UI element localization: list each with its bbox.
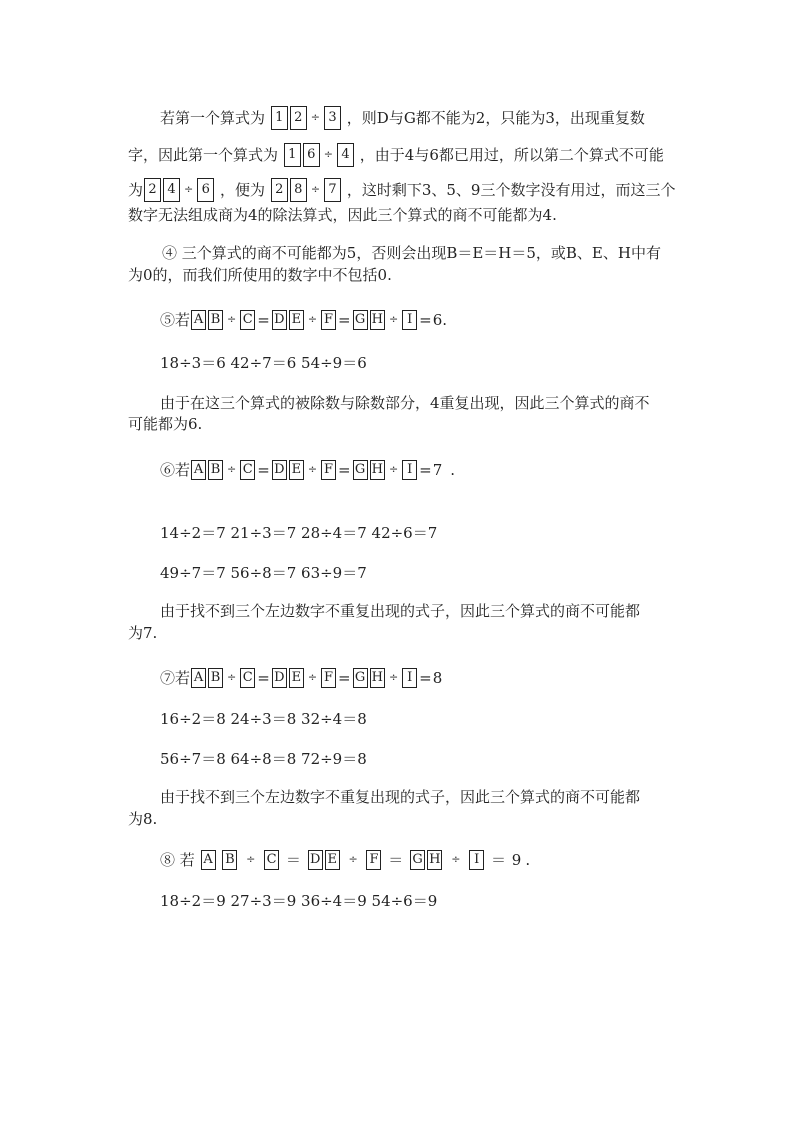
letter-box-f: F — [321, 668, 336, 688]
s5-equation — [160, 308, 447, 331]
equals-sign: ＝ — [490, 851, 506, 869]
letter-box-g: G — [353, 668, 368, 688]
divide-sign: ÷ — [348, 853, 358, 866]
divide-sign: ÷ — [310, 183, 321, 196]
divide-sign: ÷ — [227, 463, 237, 476]
letter-box-e: E — [325, 850, 340, 870]
letter-box-e: E — [289, 310, 304, 330]
s5-examples: 18÷3＝6 42÷7＝6 54÷9＝6 — [160, 354, 367, 372]
letter-box-a: A — [191, 310, 206, 330]
digit-box: 2 — [290, 106, 307, 130]
divide-sign: ÷ — [323, 148, 334, 161]
digit-box: 8 — [290, 178, 307, 202]
p1-line-1 — [160, 106, 645, 130]
letter-box-i: I — [402, 668, 417, 688]
s6-equation — [160, 458, 455, 481]
letter-box-c: C — [240, 668, 255, 688]
equals-sign: = — [338, 311, 351, 329]
equals-sign: = — [338, 461, 351, 479]
s7-examples-1: 16÷2＝8 24÷3＝8 32÷4＝8 — [160, 710, 367, 728]
divide-sign: ÷ — [227, 671, 237, 684]
divide-sign: ÷ — [388, 671, 399, 684]
s7-note-line-1: 由于找不到三个左边数字不重复出现的式子，因此三个算式的商不可能都 — [160, 788, 641, 806]
divide-sign: ÷ — [227, 313, 237, 326]
letter-box-h: H — [370, 668, 385, 688]
letter-box-e: E — [289, 460, 304, 480]
letter-box-b: B — [208, 310, 223, 330]
digit-box: 6 — [303, 143, 320, 167]
p1-line-3-mid: ，便为 — [220, 181, 266, 199]
p1-line-3-pre: 为 — [128, 181, 144, 199]
digit-box: 3 — [324, 106, 341, 130]
equals-sign: = — [257, 461, 270, 479]
p2-line-2: 为0的，而我们所使用的数字中不包括0. — [128, 266, 392, 284]
letter-box-c: C — [264, 850, 279, 870]
divide-sign: ÷ — [388, 463, 399, 476]
p1-line-3 — [128, 178, 675, 202]
digit-box: 6 — [197, 178, 214, 202]
s6-note-line-1: 由于找不到三个左边数字不重复出现的式子，因此三个算式的商不可能都 — [160, 602, 641, 620]
letter-box-i: I — [402, 460, 417, 480]
digit-box: 1 — [284, 143, 301, 167]
s7-examples-2: 56÷7＝8 64÷8＝8 72÷9＝8 — [160, 750, 367, 768]
letter-box-g: G — [353, 310, 368, 330]
s5-result: 6. — [432, 311, 448, 329]
s7-result: 8 — [432, 669, 443, 687]
letter-box-b: B — [208, 460, 223, 480]
digit-box: 2 — [144, 178, 161, 202]
p1-line-1-post: ，则D与G都不能为2，只能为3，出现重复数 — [346, 109, 645, 127]
letter-box-h: H — [370, 310, 385, 330]
letter-box-h: H — [370, 460, 385, 480]
letter-box-a: A — [191, 668, 206, 688]
divide-sign: ÷ — [307, 313, 318, 326]
letter-box-a: A — [201, 850, 216, 870]
letter-box-d: D — [272, 668, 287, 688]
p2-line-1: ④ 三个算式的商不可能都为5，否则会出现B＝E＝H＝5，或B、E、H中有 — [162, 244, 661, 262]
s7-equation — [160, 666, 442, 689]
letter-box-i: I — [469, 850, 484, 870]
digit-box: 7 — [324, 178, 341, 202]
letter-box-e: E — [289, 668, 304, 688]
letter-box-f: F — [366, 850, 381, 870]
letter-box-g: G — [353, 460, 368, 480]
divide-sign: ÷ — [310, 111, 321, 124]
divide-sign: ÷ — [388, 313, 399, 326]
equals-sign: ＝ — [285, 851, 301, 869]
s8-trailing-dot: . — [525, 851, 531, 869]
digit-box: 4 — [337, 143, 354, 167]
divide-sign: ÷ — [451, 853, 461, 866]
letter-box-f: F — [321, 310, 336, 330]
digit-box: 2 — [271, 178, 288, 202]
divide-sign: ÷ — [307, 463, 318, 476]
p1-line-4: 数字无法组成商为4的除法算式，因此三个算式的商不可能都为4. — [128, 206, 557, 224]
s6-prefix: ⑥若 — [160, 461, 191, 479]
equals-sign: = — [419, 669, 432, 687]
s6-result: 7 — [432, 461, 443, 479]
s8-equation — [160, 848, 530, 871]
divide-sign: ÷ — [307, 671, 318, 684]
s6-examples-2: 49÷7＝7 56÷8＝7 63÷9＝7 — [160, 564, 367, 582]
letter-box-c: C — [240, 310, 255, 330]
p1-line-2-post: ，由于4与6都已用过，所以第二个算式不可能 — [359, 146, 664, 164]
letter-box-b: B — [208, 668, 223, 688]
equals-sign: = — [338, 669, 351, 687]
letter-box-c: C — [240, 460, 255, 480]
digit-box: 4 — [163, 178, 180, 202]
letter-box-i: I — [402, 310, 417, 330]
equals-sign: = — [257, 669, 270, 687]
letter-box-b: B — [222, 850, 237, 870]
s7-note-line-2: 为8. — [128, 810, 158, 828]
letter-box-d: D — [272, 460, 287, 480]
p1-line-1-pre: 若第一个算式为 — [160, 109, 266, 127]
divide-sign: ÷ — [246, 853, 256, 866]
s8-examples: 18÷2＝9 27÷3＝9 36÷4＝9 54÷6＝9 — [160, 892, 438, 910]
s5-prefix: ⑤若 — [160, 311, 191, 329]
s8-prefix: ⑧ 若 — [160, 851, 195, 869]
equals-sign: = — [257, 311, 270, 329]
letter-box-h: H — [427, 850, 442, 870]
equals-sign: = — [419, 311, 432, 329]
letter-box-f: F — [321, 460, 336, 480]
equals-sign: ＝ — [388, 851, 404, 869]
divide-sign: ÷ — [184, 183, 194, 196]
s7-prefix: ⑦若 — [160, 669, 191, 687]
p1-line-2-pre: 字，因此第一个算式为 — [128, 146, 279, 164]
s6-examples-1: 14÷2＝7 21÷3＝7 28÷4＝7 42÷6＝7 — [160, 524, 438, 542]
s8-result: 9 — [511, 851, 522, 869]
letter-box-d: D — [308, 850, 323, 870]
s5-note-line-2: 可能都为6. — [128, 415, 203, 433]
letter-box-a: A — [191, 460, 206, 480]
p1-line-3-post: ，这时剩下3、5、9三个数字没有用过，而这三个 — [346, 181, 676, 199]
s5-note-line-1: 由于在这三个算式的被除数与除数部分，4重复出现，因此三个算式的商不 — [160, 394, 650, 412]
s6-trailing-dot: . — [450, 461, 456, 479]
letter-box-d: D — [272, 310, 287, 330]
s6-note-line-2: 为7. — [128, 624, 158, 642]
equals-sign: = — [419, 461, 432, 479]
letter-box-g: G — [410, 850, 425, 870]
p1-line-2 — [128, 143, 664, 167]
digit-box: 1 — [271, 106, 288, 130]
